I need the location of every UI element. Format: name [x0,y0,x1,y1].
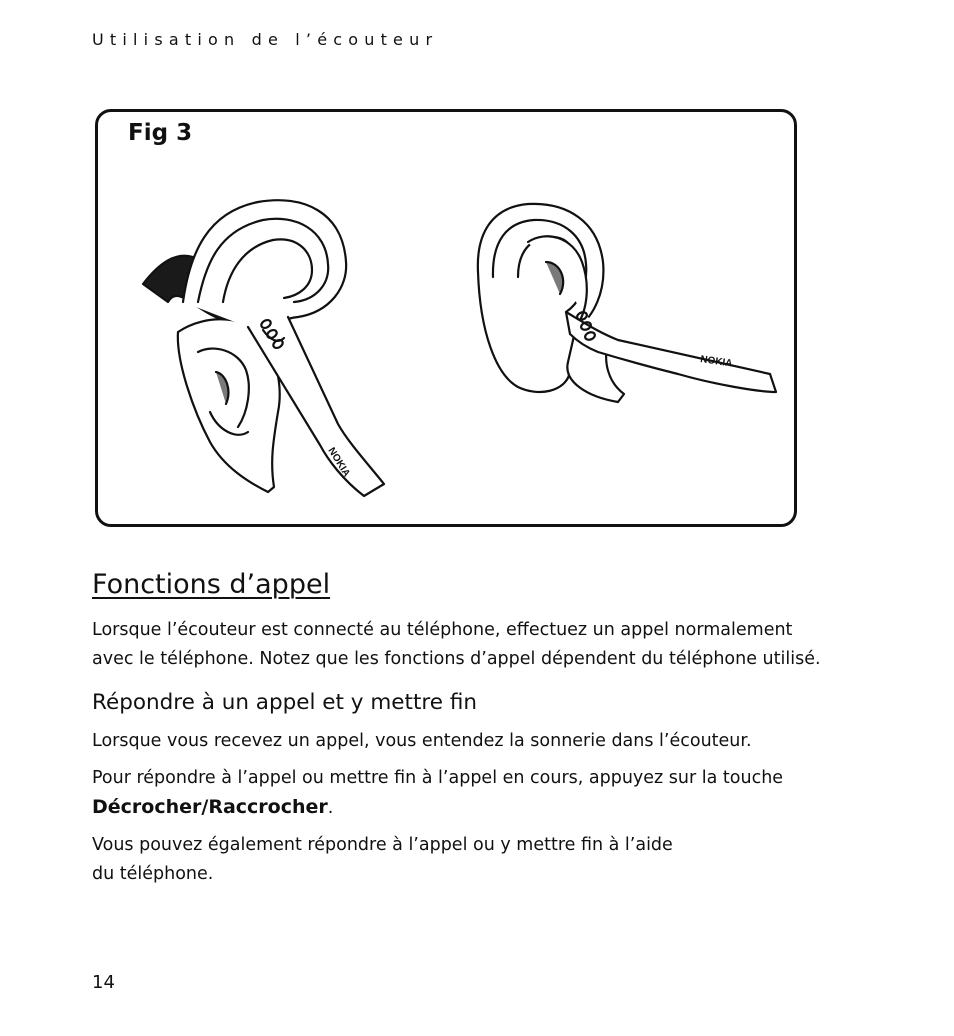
answer-line-1: Pour répondre à l’appel ou mettre fin à l’appel en cours, appuyez sur la touche [92,768,784,788]
nokia-logo-left: NOKIA [325,445,352,479]
paragraph-answer [92,764,783,823]
paragraph-ring: Lorsque vous recevez un appel, vous entendez la sonnerie dans l’écouteur. [92,731,752,751]
headset-illustration [98,112,794,524]
running-header: Utilisation de l’écouteur [92,30,439,49]
phone-line-1: Vous pouvez également répondre à l’appel ou y mettre fin à l’aide [92,835,673,855]
phone-line-2: du téléphone. [92,864,214,884]
left-headset-on-ear [143,200,384,496]
right-headset-on-ear [478,204,776,402]
nokia-logo-right: NOKIA [699,354,734,370]
figure-label: Fig 3 [128,120,193,146]
intro-line-2: avec le téléphone. Notez que les fonctions d’appel dépendent du téléphone utilisé. [92,649,821,669]
section-title: Fonctions d’appel [92,569,331,600]
key-name: Décrocher/Raccrocher [92,796,328,818]
subsection-title: Répondre à un appel et y mettre fin [92,690,477,715]
page-number: 14 [92,972,115,993]
answer-end: . [327,798,334,818]
figure-3 [95,109,797,527]
intro-line-1: Lorsque l’écouteur est connecté au téléphone, effectuez un appel normalement [92,620,793,640]
intro-paragraph [92,616,821,674]
answer-line-2 [92,793,783,823]
paragraph-phone [92,831,673,889]
